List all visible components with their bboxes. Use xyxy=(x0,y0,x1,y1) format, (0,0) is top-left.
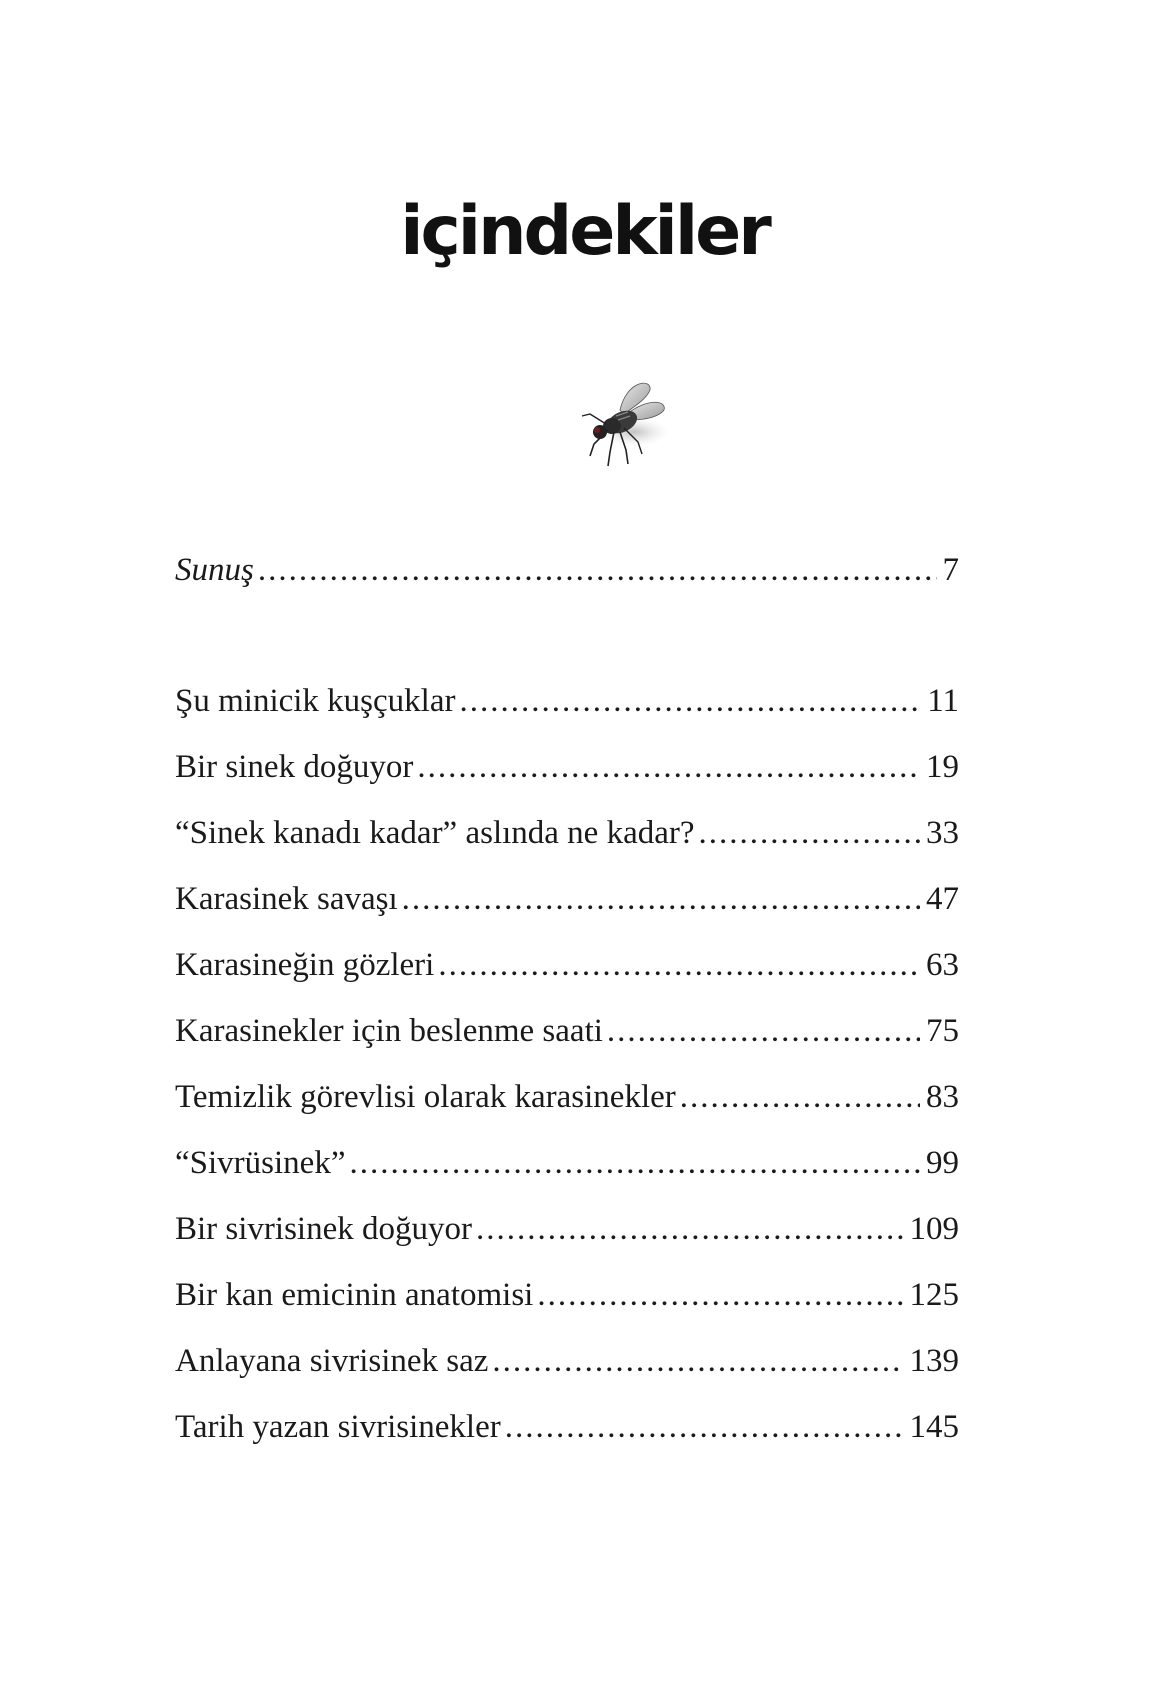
toc-entry-page: 63 xyxy=(926,947,959,983)
toc-entry-label: “Sivrüsinek” xyxy=(175,1145,346,1181)
toc-entry-page: 47 xyxy=(926,881,959,917)
toc-entry-page: 33 xyxy=(926,815,959,851)
toc-entry-page: 83 xyxy=(926,1079,959,1115)
toc-entry[interactable] xyxy=(175,1405,959,1449)
toc-entry-page: 139 xyxy=(909,1343,959,1379)
toc-entry-label: Sunuş xyxy=(175,552,254,588)
dot-leader xyxy=(476,1207,904,1251)
toc-entry-label: Karasinek savaşı xyxy=(175,881,398,917)
dot-leader xyxy=(349,1141,920,1185)
toc-entry[interactable] xyxy=(175,877,959,921)
toc-entry-label: Karasinekler için beslenme saati xyxy=(175,1013,603,1049)
toc-entry-label: Tarih yazan sivrisinekler xyxy=(175,1409,501,1445)
toc-entry-page: 125 xyxy=(909,1277,959,1313)
toc-entry[interactable] xyxy=(175,745,959,789)
toc-entry[interactable] xyxy=(175,1141,959,1185)
dot-leader xyxy=(699,811,920,855)
toc-entry-page: 145 xyxy=(909,1409,959,1445)
dot-leader xyxy=(417,745,920,789)
toc-entry-label: Bir sinek doğuyor xyxy=(175,749,414,785)
toc-entry[interactable] xyxy=(175,811,959,855)
toc-entry-page: 75 xyxy=(926,1013,959,1049)
toc-entry[interactable] xyxy=(175,1273,959,1317)
toc-entry-preface[interactable] xyxy=(175,548,959,592)
dot-leader xyxy=(607,1009,920,1053)
toc-entry-label: “Sinek kanadı kadar” aslında ne kadar? xyxy=(175,815,695,851)
dot-leader xyxy=(505,1405,904,1449)
dot-leader xyxy=(402,877,920,921)
fly-illustration xyxy=(572,370,682,480)
toc-entry[interactable] xyxy=(175,679,959,723)
dot-leader xyxy=(459,679,921,723)
dot-leader xyxy=(680,1075,920,1119)
toc-entry[interactable] xyxy=(175,1339,959,1383)
toc-entry-page: 99 xyxy=(926,1145,959,1181)
dot-leader xyxy=(438,943,920,987)
toc-entry-label: Karasineğin gözleri xyxy=(175,947,435,983)
page-title: içindekiler xyxy=(400,192,769,271)
toc-entry-page: 109 xyxy=(909,1211,959,1247)
toc-entry[interactable] xyxy=(175,1075,959,1119)
toc-entry-label: Anlayana sivrisinek saz xyxy=(175,1343,489,1379)
toc-entry[interactable] xyxy=(175,1207,959,1251)
toc-entry-page: 11 xyxy=(927,683,959,719)
dot-leader xyxy=(492,1339,903,1383)
fly-icon xyxy=(572,370,682,480)
toc-entry-label: Bir sivrisinek doğuyor xyxy=(175,1211,472,1247)
toc-entry[interactable] xyxy=(175,1009,959,1053)
toc-entry-label: Bir kan emicinin anatomisi xyxy=(175,1277,534,1313)
toc-entry-page: 19 xyxy=(926,749,959,785)
dot-leader xyxy=(537,1273,903,1317)
toc-entry[interactable] xyxy=(175,943,959,987)
toc-entry-label: Şu minicik kuşçuklar xyxy=(175,683,456,719)
dot-leader xyxy=(258,548,937,592)
toc-entry-label: Temizlik görevlisi olarak karasinekler xyxy=(175,1079,676,1115)
toc-entry-page: 7 xyxy=(942,552,959,588)
